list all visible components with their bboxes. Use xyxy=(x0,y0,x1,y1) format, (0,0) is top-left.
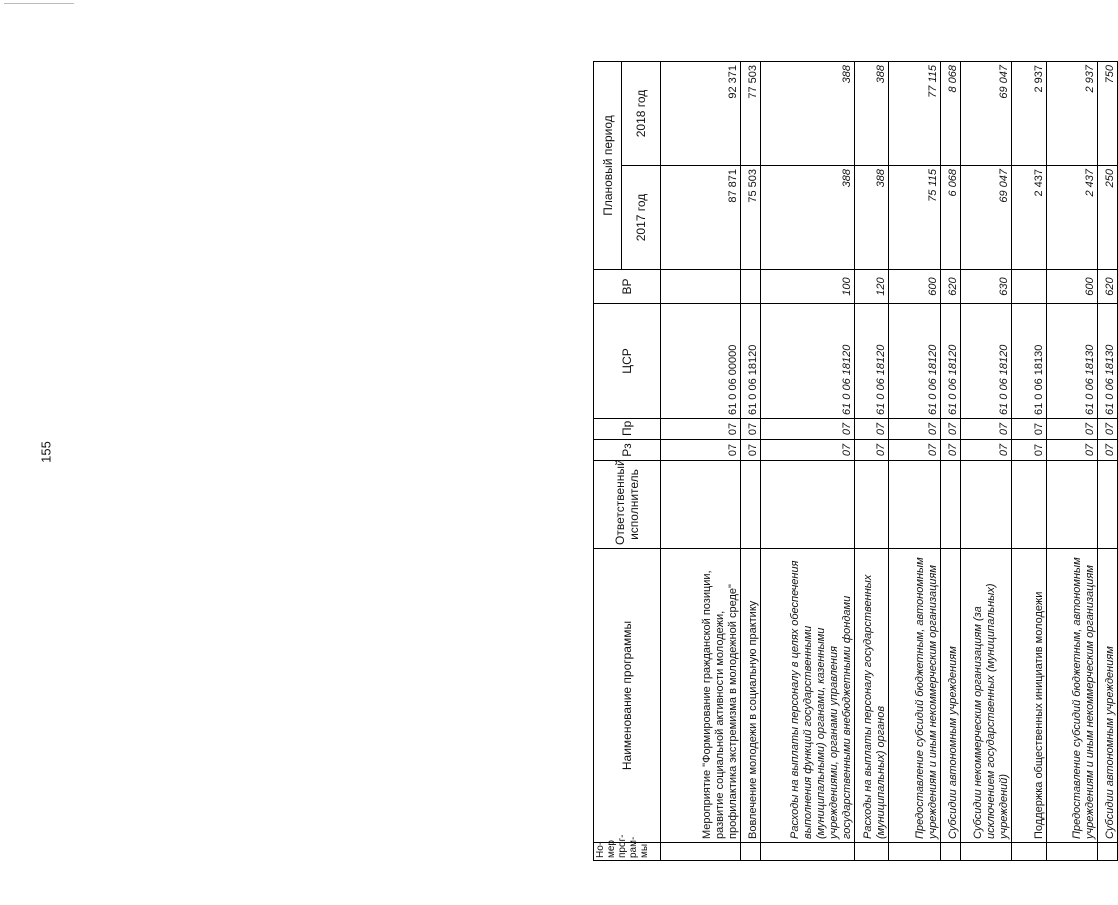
header-program-number: Но- мер прог- рам- мы xyxy=(594,843,661,861)
table-body xyxy=(661,61,1118,860)
table-row xyxy=(855,61,889,860)
row-pr: 07 xyxy=(1012,419,1046,440)
row-2018: 8 068 xyxy=(941,61,961,165)
row-pr: 07 xyxy=(741,419,761,440)
row-rz: 07 xyxy=(941,440,961,461)
row-csr: 61 0 06 18120 xyxy=(760,304,854,419)
header-rz: Рз xyxy=(594,440,661,461)
row-pr: 07 xyxy=(889,419,941,440)
row-rz: 07 xyxy=(889,440,941,461)
row-program-number xyxy=(1046,843,1098,861)
row-csr: 61 0 06 00000 xyxy=(661,304,741,419)
row-pr: 07 xyxy=(661,419,741,440)
row-rz: 07 xyxy=(1046,440,1098,461)
row-vr: 600 xyxy=(889,270,941,304)
header-year-2018: 2018 год xyxy=(622,61,661,165)
row-executor xyxy=(960,461,1012,549)
row-program-name: Предоставление субсидий бюджетным, автономным учреждениям и иным некоммерческим организациям xyxy=(889,549,941,843)
table-row xyxy=(889,61,941,860)
table-row xyxy=(1046,61,1098,860)
row-program-number xyxy=(1012,843,1046,861)
row-2017: 6 068 xyxy=(941,166,961,270)
rotated-budget-table-wrapper xyxy=(593,62,1118,861)
row-rz: 07 xyxy=(661,440,741,461)
row-2017: 2 437 xyxy=(1046,166,1098,270)
row-2018: 750 xyxy=(1098,61,1118,165)
row-executor xyxy=(1046,461,1098,549)
row-executor xyxy=(1012,461,1046,549)
row-vr: 630 xyxy=(960,270,1012,304)
row-pr: 07 xyxy=(855,419,889,440)
row-program-number xyxy=(889,843,941,861)
row-csr: 61 0 06 18120 xyxy=(941,304,961,419)
row-executor xyxy=(889,461,941,549)
row-csr: 61 0 06 18120 xyxy=(741,304,761,419)
row-program-name: Вовлечение молодежи в социальную практику xyxy=(741,549,761,843)
budget-table xyxy=(593,61,1118,861)
row-2017: 250 xyxy=(1098,166,1118,270)
row-program-number xyxy=(1098,843,1118,861)
row-vr xyxy=(661,270,741,304)
row-vr: 620 xyxy=(941,270,961,304)
row-pr: 07 xyxy=(1046,419,1098,440)
row-pr: 07 xyxy=(960,419,1012,440)
row-2018: 92 371 xyxy=(661,61,741,165)
row-executor xyxy=(941,461,961,549)
row-program-name: Расходы на выплаты персоналу в целях обеспечения выполнения функций государственными (муниципальными) органами, казенными учреждениями, органами управления государственными внебюджетными фондами xyxy=(760,549,854,843)
row-2018: 388 xyxy=(760,61,854,165)
row-2017: 388 xyxy=(760,166,854,270)
row-program-name: Субсидии некоммерческим организациям (за исключением государственных (муниципальных) учреждений) xyxy=(960,549,1012,843)
row-csr: 61 0 06 18130 xyxy=(1012,304,1046,419)
row-executor xyxy=(855,461,889,549)
row-program-name: Поддержка общественных инициатив молодежи xyxy=(1012,549,1046,843)
row-program-name: Субсидии автономным учреждениям xyxy=(941,549,961,843)
row-executor xyxy=(741,461,761,549)
row-program-number xyxy=(941,843,961,861)
header-executor: Ответственный исполнитель xyxy=(594,461,661,549)
row-rz: 07 xyxy=(760,440,854,461)
header-row-top xyxy=(594,61,622,860)
row-2018: 69 047 xyxy=(960,61,1012,165)
row-2017: 388 xyxy=(855,166,889,270)
header-program-name: Наименование программы xyxy=(594,549,661,843)
row-program-number xyxy=(855,843,889,861)
row-2017: 75 503 xyxy=(741,166,761,270)
row-vr: 620 xyxy=(1098,270,1118,304)
row-program-number xyxy=(741,843,761,861)
table-row xyxy=(741,61,761,860)
row-program-name: Субсидии автономным учреждениям xyxy=(1098,549,1118,843)
row-executor xyxy=(760,461,854,549)
row-2017: 87 871 xyxy=(661,166,741,270)
row-rz: 07 xyxy=(1012,440,1046,461)
row-2018: 77 503 xyxy=(741,61,761,165)
row-2017: 2 437 xyxy=(1012,166,1046,270)
row-vr: 120 xyxy=(855,270,889,304)
row-rz: 07 xyxy=(960,440,1012,461)
header-planned-period: Плановый период xyxy=(594,61,622,269)
header-csr: ЦСР xyxy=(594,304,661,419)
row-2018: 77 115 xyxy=(889,61,941,165)
row-csr: 61 0 06 18130 xyxy=(1046,304,1098,419)
row-program-number xyxy=(661,843,741,861)
row-vr: 600 xyxy=(1046,270,1098,304)
table-row xyxy=(941,61,961,860)
row-2017: 75 115 xyxy=(889,166,941,270)
header-pr: Пр xyxy=(594,419,661,440)
row-program-name: Предоставление субсидий бюджетным, автономным учреждениям и иным некоммерческим организациям xyxy=(1046,549,1098,843)
row-pr: 07 xyxy=(760,419,854,440)
row-rz: 07 xyxy=(1098,440,1118,461)
row-pr: 07 xyxy=(941,419,961,440)
table-row xyxy=(1098,61,1118,860)
row-2017: 69 047 xyxy=(960,166,1012,270)
top-edge-mark xyxy=(4,3,74,6)
row-2018: 2 937 xyxy=(1012,61,1046,165)
row-program-number xyxy=(960,843,1012,861)
table-row xyxy=(661,61,741,860)
row-csr: 61 0 06 18120 xyxy=(960,304,1012,419)
row-vr: 100 xyxy=(760,270,854,304)
row-vr xyxy=(741,270,761,304)
header-vr: ВР xyxy=(594,270,661,304)
table-row xyxy=(760,61,854,860)
table-row xyxy=(960,61,1012,860)
row-vr xyxy=(1012,270,1046,304)
row-csr: 61 0 06 18120 xyxy=(889,304,941,419)
row-2018: 388 xyxy=(855,61,889,165)
row-program-name: Мероприятие "Формирование гражданской позиции, развитие социальной активности молодежи, профилактика экстремизма в молодежной среде" xyxy=(661,549,741,843)
row-program-name: Расходы на выплаты персоналу государственных (муниципальных) органов xyxy=(855,549,889,843)
row-csr: 61 0 06 18120 xyxy=(855,304,889,419)
row-csr: 61 0 06 18130 xyxy=(1098,304,1118,419)
row-executor xyxy=(1098,461,1118,549)
row-2018: 2 937 xyxy=(1046,61,1098,165)
row-program-number xyxy=(760,843,854,861)
page-number: 155 xyxy=(38,441,54,463)
header-year-2017: 2017 год xyxy=(622,166,661,270)
row-executor xyxy=(661,461,741,549)
row-pr: 07 xyxy=(1098,419,1118,440)
table-row xyxy=(1012,61,1046,860)
row-rz: 07 xyxy=(741,440,761,461)
row-rz: 07 xyxy=(855,440,889,461)
